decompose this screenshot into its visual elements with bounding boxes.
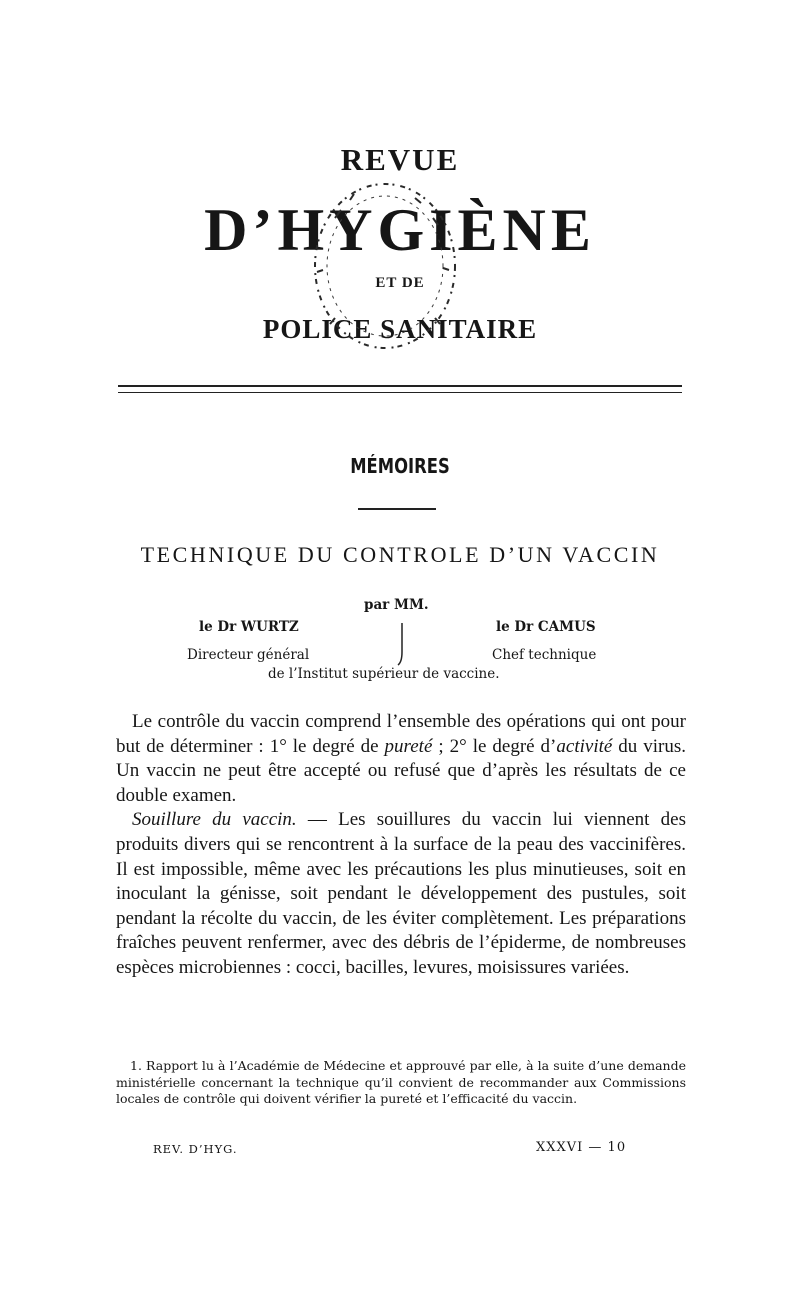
para1-italic-purete: pureté — [384, 735, 433, 757]
journal-title-police: POLICE SANITAIRE — [262, 314, 538, 344]
journal-title-revue: REVUE — [340, 142, 460, 177]
header-double-rule — [118, 385, 682, 393]
journal-title-et-de: ET DE — [375, 275, 425, 291]
byline-brace — [396, 622, 406, 666]
para1-text-a: Le contrôle du vaccin comprend l’ensemble des opérations qui ont pour but de déterminer : 1° le degré de — [116, 711, 686, 757]
para1-italic-activite: activité — [556, 735, 613, 757]
section-heading: MÉMOIRES — [350, 454, 450, 478]
author-left-role: Directeur général — [187, 647, 310, 663]
article-body — [116, 710, 686, 981]
para2-text: — Les souillures du vaccin lui viennent des produits divers qui se rencontrent à la surface de la peau des vaccinifères. Il est impossible, même avec les précautions les plus minutieuses, soit en inoculant la génisse, soit pendant le développement des pustules, soit pendant la récolte du vaccin, de les éviter complètement. Les préparations fraîches peuvent renfermer, avec des débris de l’épiderme, de nombreuses espèces microbiennes : cocci, bacilles, levures, moisissures variées. — [116, 809, 686, 978]
author-institution: de l’Institut supérieur de vaccine. — [268, 666, 500, 682]
author-right-role: Chef technique — [492, 647, 597, 663]
running-footer-right: XXXVI — 10 — [536, 1140, 627, 1155]
paragraph-2 — [116, 808, 686, 980]
author-left-name: le Dr WURTZ — [199, 619, 299, 635]
author-right-name: le Dr CAMUS — [496, 619, 596, 635]
footnote — [116, 1058, 686, 1108]
para2-heading: Souillure du vaccin. — [132, 809, 297, 831]
byline-par: par MM. — [364, 597, 429, 613]
footnote-text: 1. Rapport lu à l’Académie de Médecine et approuvé par elle, à la suite d’une demande ministérielle concernant la technique qu’il convient de recommander aux Commissions locales de contrôle qui doivent vérifier la pureté et l’efficacité du vaccin. — [116, 1058, 686, 1106]
section-rule — [358, 508, 436, 510]
paragraph-1 — [116, 710, 686, 808]
journal-title-hygiene: D’HYGIÈNE — [204, 197, 596, 263]
article-title: TECHNIQUE DU CONTROLE D’UN VACCIN — [140, 542, 660, 567]
para1-text-c: du virus. Un vaccin ne peut être accepté ou refusé que d’après les résultats de ce double examen. — [116, 735, 687, 806]
library-stamp-icon — [305, 178, 465, 354]
running-footer-left: REV. D’HYG. — [153, 1142, 238, 1156]
para1-text-b: ; 2° le degré d’ — [432, 735, 557, 757]
